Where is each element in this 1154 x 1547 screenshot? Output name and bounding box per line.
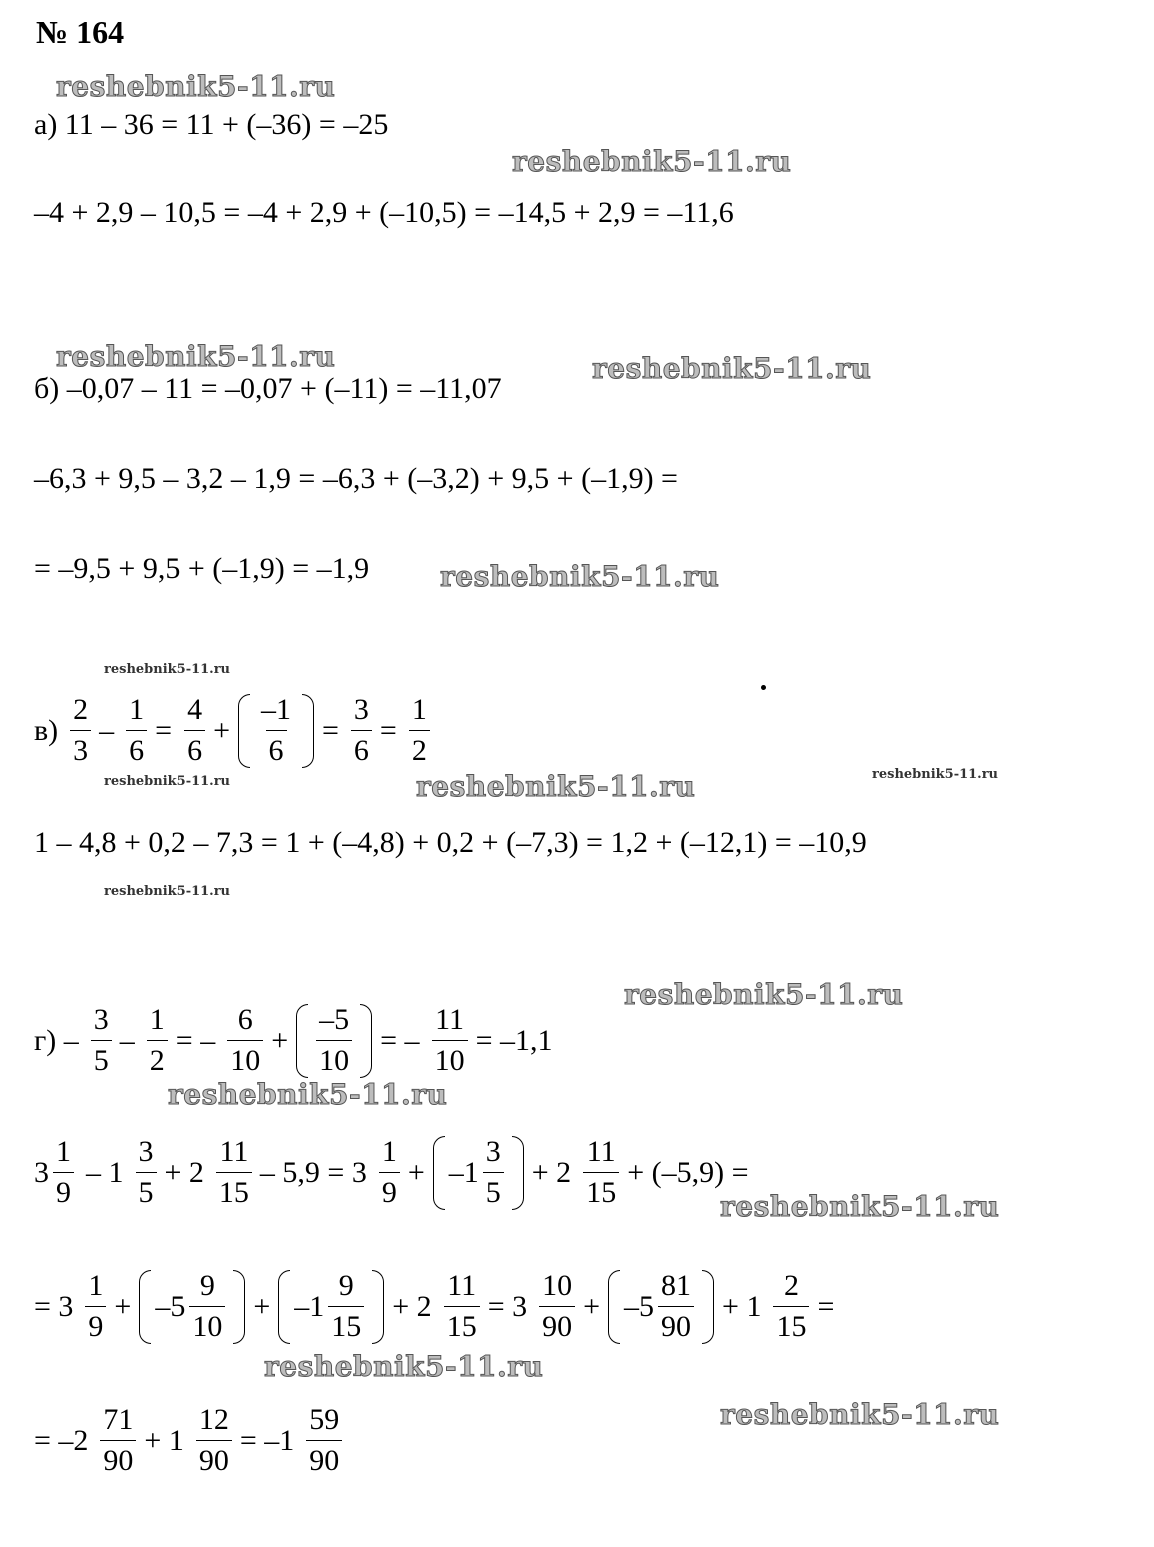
- fraction: [70, 690, 91, 771]
- numerator: 1: [149, 1003, 165, 1036]
- operator: +: [271, 1023, 289, 1057]
- denominator: 2: [147, 1040, 168, 1081]
- numerator: 81: [661, 1269, 692, 1302]
- stray-dot: [761, 685, 766, 690]
- fraction: [91, 1000, 112, 1081]
- part-v-line-2: 1 – 4,8 + 0,2 – 7,3 = 1 + (–4,8) + 0,2 + (–7,3) = 1,2 + (–12,1) = –10,9: [34, 826, 867, 859]
- operator: – 1: [86, 1155, 124, 1189]
- numerator: 9: [338, 1269, 354, 1302]
- fraction: [196, 1400, 232, 1481]
- numerator: 4: [187, 693, 203, 726]
- numerator: 12: [198, 1403, 229, 1436]
- watermark: reshebnik5-11.ru: [104, 884, 231, 899]
- parenthesized-term: [139, 1266, 245, 1347]
- denominator: 9: [53, 1172, 74, 1213]
- operator: =: [379, 713, 397, 747]
- watermark: reshebnik5-11.ru: [720, 1190, 1000, 1223]
- numerator: –1: [261, 693, 291, 726]
- denominator: 9: [85, 1306, 106, 1347]
- fraction: [409, 690, 430, 771]
- operator: + (–5,9) =: [627, 1155, 749, 1189]
- parenthesized-term: [278, 1266, 384, 1347]
- operator: + 2: [531, 1155, 572, 1189]
- numerator: 71: [103, 1403, 134, 1436]
- denominator: 3: [70, 730, 91, 771]
- denominator: 9: [379, 1172, 400, 1213]
- mixed-number: [34, 1132, 78, 1213]
- fraction: [379, 1132, 400, 1213]
- watermark: reshebnik5-11.ru: [592, 352, 872, 385]
- numerator: 3: [138, 1135, 154, 1168]
- watermark: reshebnik5-11.ru: [56, 340, 336, 373]
- watermark: reshebnik5-11.ru: [104, 662, 231, 677]
- fraction: [189, 1266, 225, 1347]
- watermark: reshebnik5-11.ru: [168, 1078, 448, 1111]
- whole-part: –1: [294, 1289, 325, 1323]
- operator: = 3: [487, 1289, 528, 1323]
- operator: = –2: [34, 1423, 89, 1457]
- numerator: 1: [88, 1269, 104, 1302]
- fraction: [85, 1266, 106, 1347]
- operator: +: [253, 1289, 271, 1323]
- denominator: 10: [189, 1306, 225, 1347]
- watermark: reshebnik5-11.ru: [416, 770, 696, 803]
- fraction: [184, 690, 205, 771]
- watermark: reshebnik5-11.ru: [720, 1398, 1000, 1431]
- fraction: [351, 690, 372, 771]
- fraction: [432, 1000, 468, 1081]
- denominator: 10: [227, 1040, 263, 1081]
- numerator: 1: [56, 1135, 71, 1168]
- part-a-line-1: а) 11 – 36 = 11 + (–36) = –25: [34, 108, 389, 141]
- denominator: 90: [306, 1440, 342, 1481]
- fraction: [316, 1000, 352, 1081]
- numerator: 2: [783, 1269, 799, 1302]
- watermark: reshebnik5-11.ru: [104, 774, 231, 789]
- denominator: 5: [483, 1172, 504, 1213]
- numerator: 11: [219, 1135, 249, 1168]
- numerator: 11: [586, 1135, 616, 1168]
- denominator: 15: [444, 1306, 480, 1347]
- numerator: –5: [319, 1003, 350, 1036]
- part-g-equation-1: [34, 1000, 560, 1081]
- fraction: [147, 1000, 168, 1081]
- operator: +: [213, 713, 230, 747]
- operator: +: [583, 1289, 601, 1323]
- operator: +: [114, 1289, 132, 1323]
- parenthesized-term: [608, 1266, 714, 1347]
- watermark: reshebnik5-11.ru: [872, 767, 999, 782]
- fraction: [100, 1400, 136, 1481]
- fraction: [773, 1266, 809, 1347]
- numerator: 1: [411, 693, 427, 726]
- denominator: 90: [658, 1306, 694, 1347]
- fraction: [136, 1132, 157, 1213]
- operator: =: [817, 1289, 835, 1323]
- part-g-equation-2: [34, 1132, 757, 1213]
- part-g-equation-3: [34, 1266, 842, 1347]
- watermark: reshebnik5-11.ru: [624, 978, 904, 1011]
- denominator: 10: [432, 1040, 468, 1081]
- fraction: [483, 1132, 504, 1213]
- operator: =: [322, 713, 339, 747]
- denominator: 6: [351, 730, 372, 771]
- denominator: 6: [266, 730, 287, 771]
- numerator: 10: [542, 1269, 573, 1302]
- operator: = –: [175, 1023, 216, 1057]
- whole-part: –1: [448, 1155, 479, 1189]
- fraction: [658, 1266, 694, 1347]
- result: = –1,1: [475, 1023, 553, 1057]
- operator: =: [155, 713, 173, 747]
- operator: + 2: [392, 1289, 432, 1323]
- whole-part: –5: [155, 1289, 186, 1323]
- operator: = –1: [239, 1423, 295, 1457]
- part-b-line-3: = –9,5 + 9,5 + (–1,9) = –1,9: [34, 552, 370, 585]
- numerator: 59: [309, 1403, 340, 1436]
- part-v-equation: [34, 690, 438, 771]
- operator: = –: [380, 1023, 420, 1057]
- operator: –: [99, 713, 115, 747]
- part-a-line-2: –4 + 2,9 – 10,5 = –4 + 2,9 + (–10,5) = –14,5 + 2,9 = –11,6: [34, 196, 734, 229]
- fraction: [216, 1132, 252, 1213]
- fraction: [583, 1132, 619, 1213]
- parenthesized-term: [238, 690, 314, 771]
- fraction: [53, 1132, 74, 1213]
- denominator: 5: [91, 1040, 112, 1081]
- denominator: 2: [409, 730, 430, 771]
- whole-part: 3: [34, 1155, 49, 1189]
- denominator: 90: [196, 1440, 232, 1481]
- parenthesized-term: [296, 1000, 372, 1081]
- numerator: 1: [129, 693, 145, 726]
- part-b-line-2: –6,3 + 9,5 – 3,2 – 1,9 = –6,3 + (–3,2) + 9,5 + (–1,9) =: [34, 462, 678, 495]
- fraction: [539, 1266, 575, 1347]
- denominator: 15: [773, 1306, 809, 1347]
- denominator: 90: [539, 1306, 575, 1347]
- operator: +: [407, 1155, 425, 1189]
- operator: + 1: [144, 1423, 184, 1457]
- watermark: reshebnik5-11.ru: [264, 1350, 544, 1383]
- denominator: 15: [216, 1172, 252, 1213]
- denominator: 6: [126, 730, 147, 771]
- numerator: 11: [435, 1003, 464, 1036]
- operator: + 2: [164, 1155, 204, 1189]
- fraction: [126, 690, 147, 771]
- exercise-title: № 164: [36, 14, 125, 50]
- numerator: 3: [353, 693, 369, 726]
- numerator: 3: [93, 1003, 109, 1036]
- fraction: [328, 1266, 364, 1347]
- watermark: reshebnik5-11.ru: [56, 70, 336, 103]
- denominator: 10: [316, 1040, 352, 1081]
- operator: + 1: [722, 1289, 762, 1323]
- numerator: 9: [199, 1269, 215, 1302]
- denominator: 90: [100, 1440, 136, 1481]
- part-g-equation-4: [34, 1400, 350, 1481]
- operator: – 5,9 = 3: [259, 1155, 367, 1189]
- parenthesized-term: [433, 1132, 524, 1213]
- numerator: 1: [381, 1135, 397, 1168]
- numerator: 6: [237, 1003, 253, 1036]
- denominator: 15: [328, 1306, 364, 1347]
- numerator: 11: [447, 1269, 477, 1302]
- fraction: [258, 690, 294, 771]
- part-b-line-1: б) –0,07 – 11 = –0,07 + (–11) = –11,07: [34, 372, 502, 405]
- fraction: [227, 1000, 263, 1081]
- part-label: в): [34, 713, 59, 747]
- numerator: 2: [73, 693, 89, 726]
- fraction: [444, 1266, 480, 1347]
- part-label: г) –: [34, 1023, 79, 1057]
- denominator: 6: [184, 730, 205, 771]
- operator: = 3: [34, 1289, 74, 1323]
- operator: –: [119, 1023, 135, 1057]
- denominator: 5: [136, 1172, 157, 1213]
- denominator: 15: [583, 1172, 619, 1213]
- numerator: 3: [485, 1135, 501, 1168]
- whole-part: –5: [624, 1289, 655, 1323]
- fraction: [306, 1400, 342, 1481]
- watermark: reshebnik5-11.ru: [512, 145, 792, 178]
- watermark: reshebnik5-11.ru: [440, 560, 720, 593]
